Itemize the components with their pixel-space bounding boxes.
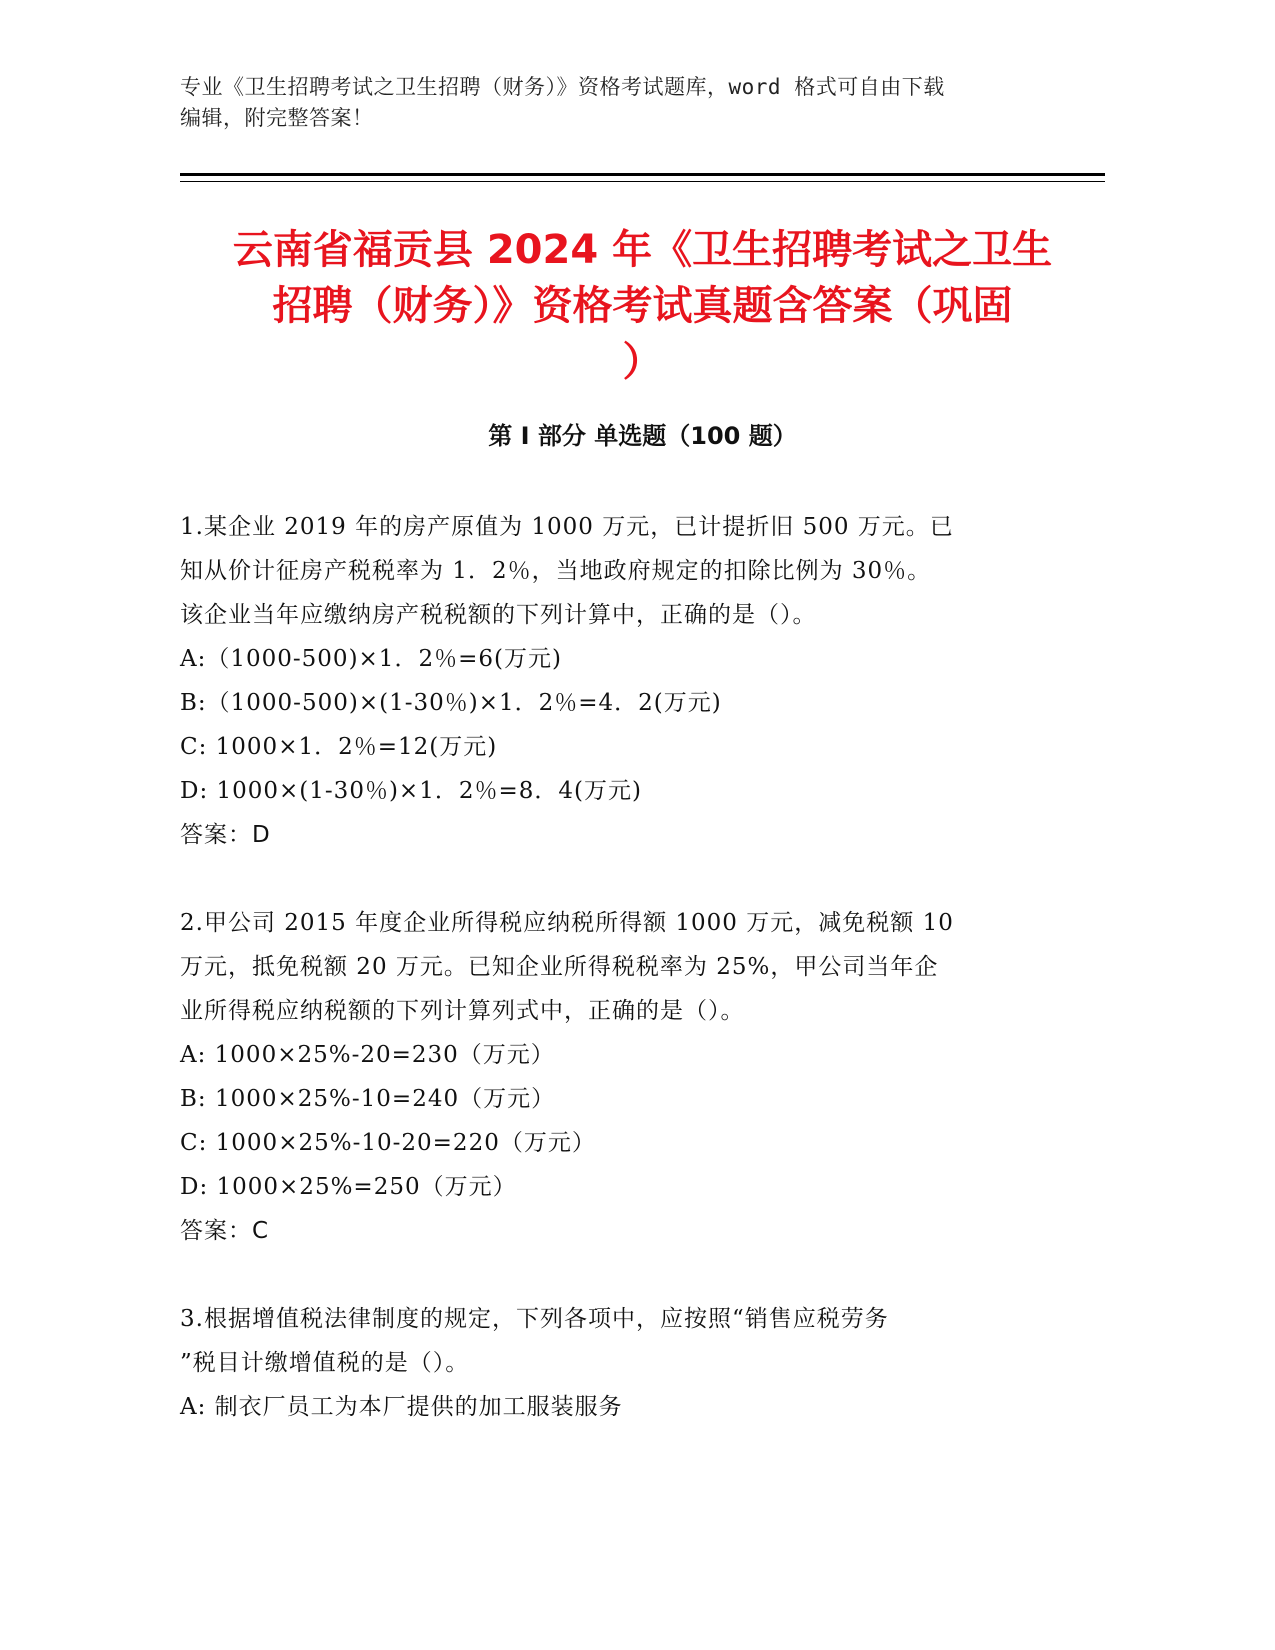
question-stem-line: 万元，抵免税额 20 万元。已知企业所得税税率为 25%，甲公司当年企: [180, 954, 939, 980]
header-note-line: 编辑，附完整答案！: [180, 106, 374, 130]
option-c: C: 1000×25%-10-20=220（万元）: [180, 1130, 596, 1156]
option-b: B: 1000×25%-10=240（万元）: [180, 1086, 556, 1112]
question-stem-line: 3.根据增值税法律制度的规定，下列各项中，应按照“销售应税劳务: [180, 1306, 889, 1332]
question-stem-line: 知从价计征房产税税率为 1．2％，当地政府规定的扣除比例为 30％。: [180, 558, 932, 584]
question-stem-line: 该企业当年应缴纳房产税税额的下列计算中，正确的是（）。: [180, 602, 817, 628]
option-d: D: 1000×25%=250（万元）: [180, 1174, 517, 1200]
header-note-line: 专业《卫生招聘考试之卫生招聘（财务）》资格考试题库，word 格式可自由下载: [180, 75, 945, 99]
title-line: ）: [622, 339, 663, 385]
question-stem-line: ”税目计缴增值税的是（）。: [180, 1350, 470, 1376]
question-item: [180, 901, 1030, 1253]
question-stem-line: 业所得税应纳税额的下列计算列式中，正确的是（）。: [180, 998, 745, 1024]
document-page: [180, 0, 1110, 1650]
header-note: [180, 72, 1040, 134]
question-stem-line: 1.某企业 2019 年的房产原值为 1000 万元，已计提折旧 500 万元。已: [180, 514, 954, 540]
option-b: B:（1000-500)×(1-30％)×1．2％=4．2(万元): [180, 690, 722, 716]
option-d: D: 1000×(1-30％)×1．2％=8．4(万元): [180, 778, 642, 804]
answer-line: 答案：C: [180, 1218, 270, 1244]
option-a: A:（1000-500)×1．2％=6(万元): [180, 646, 562, 672]
question-item: [180, 1297, 1030, 1429]
header-divider-thin: [180, 181, 1105, 182]
question-stem-line: 2.甲公司 2015 年度企业所得税应纳税所得额 1000 万元，减免税额 10: [180, 910, 954, 936]
option-a: A: 制衣厂员工为本厂提供的加工服装服务: [180, 1394, 623, 1420]
section-heading: 第 I 部分 单选题（100 题）: [488, 422, 797, 450]
document-title: [180, 222, 1105, 390]
title-line: 云南省福贡县 2024 年《卫生招聘考试之卫生: [232, 227, 1053, 273]
question-list: [180, 505, 1030, 1473]
header-divider-thick: [180, 173, 1105, 176]
title-line: 招聘（财务）》资格考试真题含答案（巩固: [272, 283, 1013, 329]
answer-line: 答案：D: [180, 822, 271, 848]
question-item: [180, 505, 1030, 857]
option-a: A: 1000×25%-20=230（万元）: [180, 1042, 555, 1068]
option-c: C: 1000×1．2％=12(万元): [180, 734, 498, 760]
